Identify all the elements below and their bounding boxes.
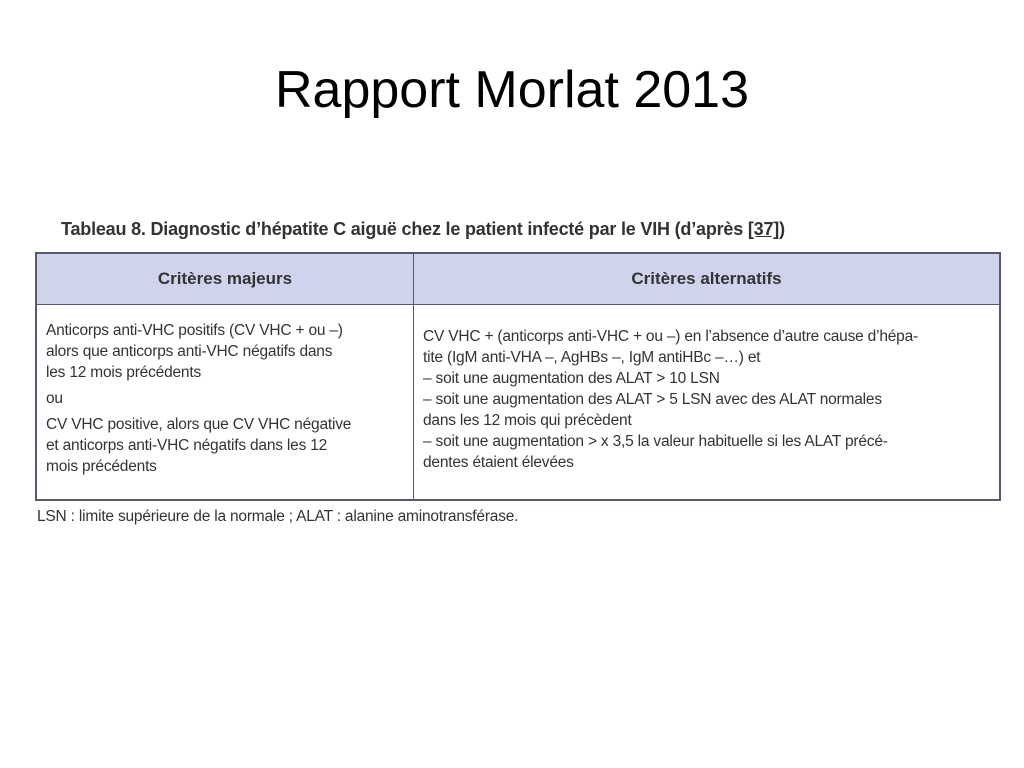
major-criteria-line: Anticorps anti-VHC positifs (CV VHC + ou –) [46,322,343,339]
major-criteria-line: les 12 mois précédents [46,364,201,381]
major-criteria-line: CV VHC positive, alors que CV VHC négative [46,416,352,433]
major-criteria-line: mois précédents [46,458,157,475]
alternative-criteria-line: – soit une augmentation des ALAT > 5 LSN avec des ALAT normales [423,391,882,408]
table-caption-text: Tableau 8. Diagnostic d’hépatite C aiguë chez le patient infecté par le VIH (d’après [61,219,748,239]
table-body-row [37,305,999,500]
alternative-criteria-line: CV VHC + (anticorps anti-VHC + ou –) en l’absence d’autre cause d’hépa- [423,328,918,345]
major-criteria-line: alors que anticorps anti-VHC négatifs dans [46,343,333,360]
alternative-criteria-cell [414,305,999,500]
table-caption [61,219,785,240]
table-caption-end: ) [779,219,785,239]
table-caption-reference: [37] [747,219,780,239]
major-criteria-cell [37,305,414,500]
alternative-criteria-line: – soit une augmentation des ALAT > 10 LSN [423,370,720,387]
criteria-table [35,252,1001,501]
alternative-criteria-line: tite (IgM anti-VHA –, AgHBs –, IgM antiHBc –…) et [423,349,761,366]
major-criteria-line: et anticorps anti-VHC négatifs dans les 12 [46,437,328,454]
table-header-row [37,254,999,305]
header-major-criteria: Critères majeurs [37,254,414,304]
major-criteria-line: ou [46,390,63,407]
table-footnote: LSN : limite supérieure de la normale ; ALAT : alanine aminotransférase. [37,508,519,525]
alternative-criteria-line: dentes étaient élevées [423,454,574,471]
header-alternative-criteria: Critères alternatifs [631,269,782,288]
alternative-criteria-line: dans les 12 mois qui précèdent [423,412,632,429]
alternative-criteria-line: – soit une augmentation > x 3,5 la valeur habituelle si les ALAT précé- [423,433,888,450]
slide-title: Rapport Morlat 2013 [274,61,750,119]
